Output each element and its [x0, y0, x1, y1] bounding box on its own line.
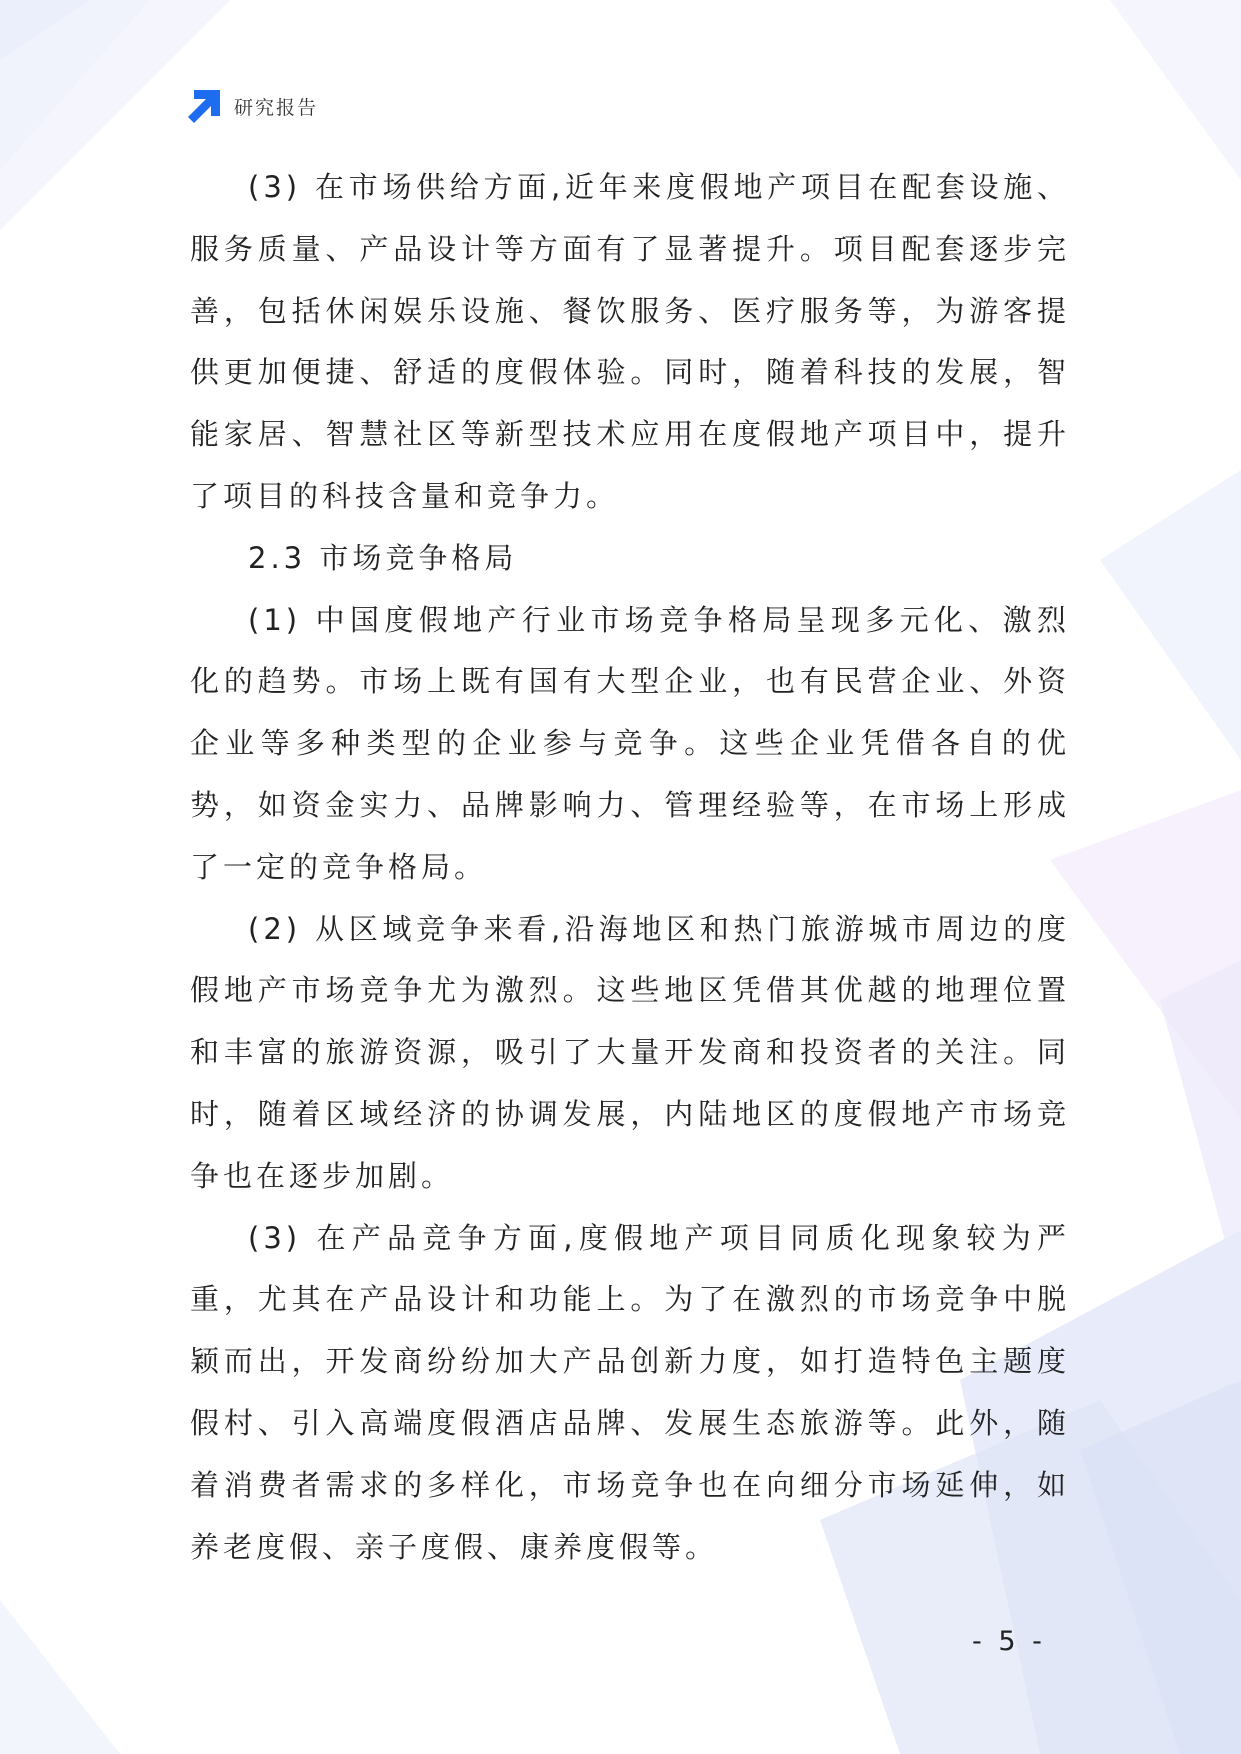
arrow-up-right-icon: [186, 88, 222, 124]
paragraph-product-competition: (3) 在产品竞争方面,度假地产项目同质化现象较为严重，尤其在产品设计和功能上。为了在激烈的市场竞争中脱颖而出，开发商纷纷加大产品创新力度，如打造特色主题度假村、引入高端度假酒店品牌、发展生态旅游等。此外，随着消费者需求的多样化，市场竞争也在向细分市场延伸，如养老度假、亲子度假、康养度假等。: [190, 1220, 1070, 1564]
paragraph-competition-structure: (1) 中国度假地产行业市场竞争格局呈现多元化、激烈化的趋势。市场上既有国有大型企业，也有民营企业、外资企业等多种类型的企业参与竞争。这些企业凭借各自的优势，如资金实力、品牌影响力、管理经验等，在市场上形成了一定的竞争格局。: [190, 602, 1070, 884]
section-heading: 2.3 市场竞争格局: [248, 540, 518, 575]
document-body: [190, 157, 1070, 1578]
header-title: 研究报告: [234, 96, 319, 119]
page-number: - 5 -: [972, 1626, 1046, 1657]
paragraph-regional-competition: (2) 从区域竞争来看,沿海地区和热门旅游城市周边的度假地产市场竞争尤为激烈。这些地区凭借其优越的地理位置和丰富的旅游资源，吸引了大量开发商和投资者的关注。同时，随着区域经济的协调发展，内陆地区的度假地产市场竞争也在逐步加剧。: [190, 911, 1070, 1193]
report-header: [186, 88, 318, 124]
paragraph-supply: (3) 在市场供给方面,近年来度假地产项目在配套设施、服务质量、产品设计等方面有了显著提升。项目配套逐步完善，包括休闲娱乐设施、餐饮服务、医疗服务等，为游客提供更加便捷、舒适的度假体验。同时，随着科技的发展，智能家居、智慧社区等新型技术应用在度假地产项目中，提升了项目的科技含量和竞争力。: [190, 170, 1070, 513]
